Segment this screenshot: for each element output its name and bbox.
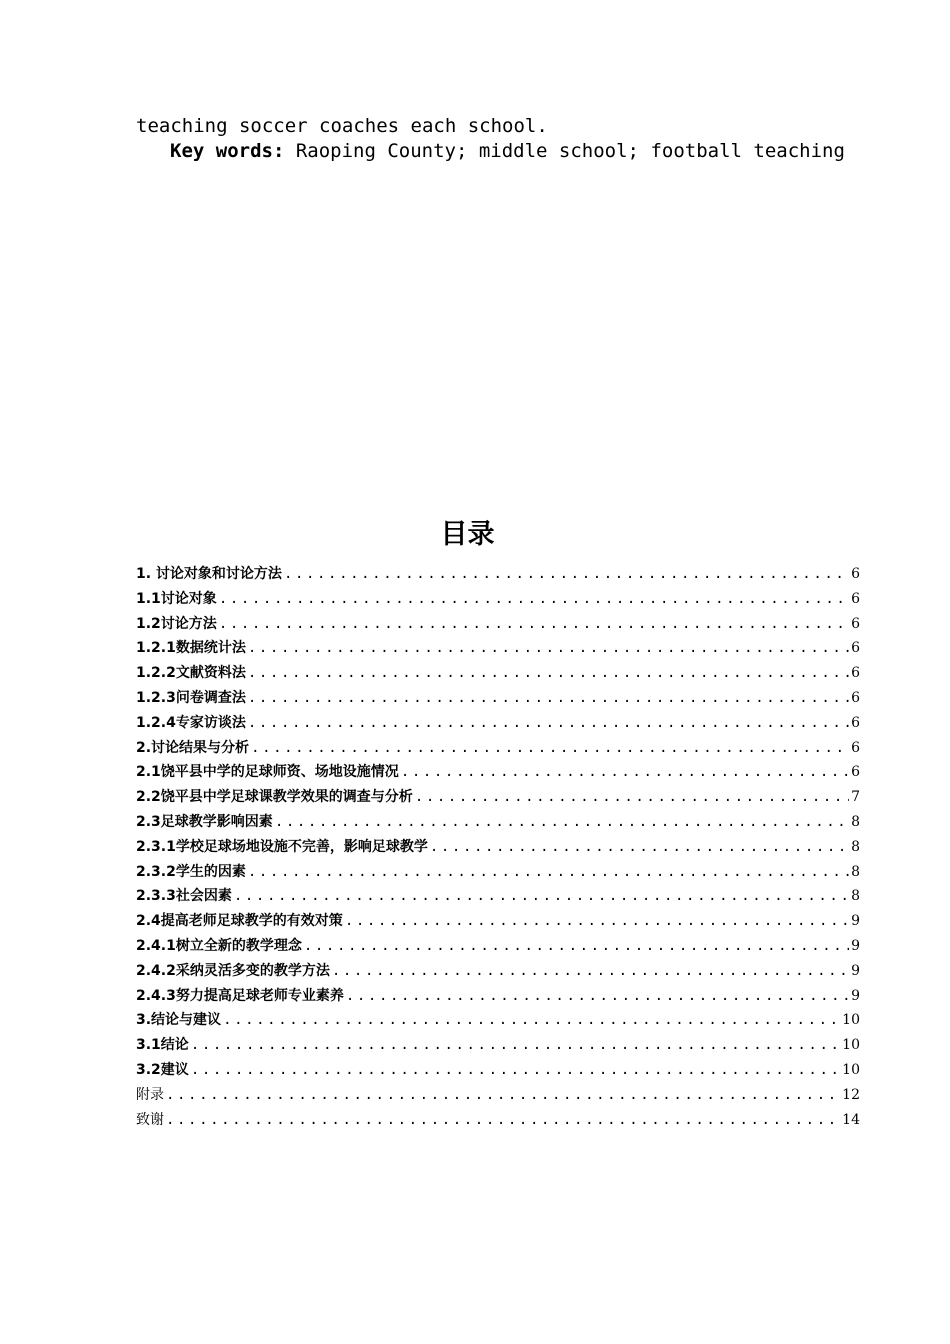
toc-entry[interactable]: [136, 636, 860, 661]
toc-dot-leader: [304, 934, 849, 959]
toc-dot-leader: [234, 884, 849, 909]
toc-entry-page: 6: [851, 739, 860, 756]
toc-dot-leader: [223, 1008, 840, 1033]
toc-entry-page: 6: [851, 590, 860, 607]
toc-entry-label: 1.2讨论方法: [136, 615, 217, 632]
toc-entry-label: 2.3.2学生的因素: [136, 863, 246, 880]
toc-entry-label: 1.2.3问卷调查法: [136, 689, 246, 706]
toc-entry-label: 2.1饶平县中学的足球师资、场地设施情况: [136, 764, 399, 781]
toc-entry-page: 9: [851, 937, 860, 954]
toc-entry-label: 1.1讨论对象: [136, 590, 217, 607]
toc-entry[interactable]: [136, 810, 860, 835]
toc-entry[interactable]: [136, 1108, 860, 1133]
toc-entry[interactable]: [136, 711, 860, 736]
toc-entry-label: 2.3足球教学影响因素: [136, 813, 273, 830]
toc-entry[interactable]: [136, 1033, 860, 1058]
toc-entry-page: 12: [842, 1086, 860, 1103]
toc-entry-page: 14: [842, 1111, 860, 1128]
toc-entry[interactable]: [136, 1008, 860, 1033]
toc-entry-page: 6: [851, 764, 860, 781]
toc-entry[interactable]: [136, 909, 860, 934]
toc-entry-label: 2.4提高老师足球教学的有效对策: [136, 913, 343, 930]
toc-dot-leader: [332, 959, 849, 984]
toc-dot-leader: [166, 1083, 840, 1108]
toc-entry-label: 1.2.1数据统计法: [136, 640, 246, 657]
toc-entry-label: 2.3.3社会因素: [136, 888, 232, 905]
toc-dot-leader: [284, 562, 849, 587]
toc-entry-label: 3.2建议: [136, 1061, 189, 1078]
toc-entry-label: 2.2饶平县中学足球课教学效果的调查与分析: [136, 789, 413, 806]
toc-dot-leader: [166, 1108, 840, 1133]
toc-dot-leader: [251, 736, 849, 761]
toc-entry-label: 2.3.1学校足球场地设施不完善，影响足球教学: [136, 838, 428, 855]
toc-entry-page: 8: [851, 813, 860, 830]
toc-entry-page: 6: [851, 566, 860, 582]
toc-entry-page: 8: [851, 838, 860, 855]
toc-dot-leader: [415, 785, 849, 810]
toc-dot-leader: [219, 612, 849, 637]
toc-entry[interactable]: [136, 785, 860, 810]
toc-entry-page: 6: [851, 640, 860, 657]
toc-title: 目录: [440, 519, 495, 550]
abstract-closing-line: teaching soccer coaches each school.: [136, 115, 548, 137]
toc-entry[interactable]: [136, 661, 860, 686]
toc-entry-label: 2.讨论结果与分析: [136, 739, 250, 756]
toc-entry[interactable]: [136, 736, 860, 761]
toc-entry[interactable]: [136, 587, 860, 612]
toc-entry-label: 3.结论与建议: [136, 1012, 222, 1029]
table-of-contents: [136, 562, 860, 1132]
toc-entry-label: 2.4.3努力提高足球老师专业素养: [136, 987, 344, 1004]
toc-entry-page: 9: [851, 987, 860, 1004]
keywords-line: [170, 139, 845, 164]
toc-entry-page: 10: [842, 1037, 860, 1054]
toc-entry[interactable]: [136, 612, 860, 637]
toc-entry-label: 1.2.4专家访谈法: [136, 714, 246, 731]
toc-entry[interactable]: [136, 884, 860, 909]
toc-entry-page: 7: [851, 789, 860, 806]
toc-dot-leader: [275, 810, 849, 835]
toc-entry[interactable]: [136, 934, 860, 959]
toc-dot-leader: [248, 636, 849, 661]
toc-entry-label: 3.1结论: [136, 1037, 189, 1054]
toc-entry-page: 8: [851, 863, 860, 880]
toc-entry-label: 2.4.2采纳灵活多变的教学方法: [136, 962, 330, 979]
toc-entry-page: 6: [851, 665, 860, 682]
toc-dot-leader: [219, 587, 849, 612]
toc-dot-leader: [248, 860, 849, 885]
toc-entry-label: 1. 讨论对象和讨论方法: [136, 566, 282, 582]
toc-entry-page: 10: [842, 1012, 860, 1029]
toc-entry-page: 8: [851, 888, 860, 905]
toc-dot-leader: [345, 909, 849, 934]
toc-entry-page: 10: [842, 1061, 860, 1078]
toc-entry[interactable]: [136, 835, 860, 860]
toc-entry-page: 6: [851, 615, 860, 632]
toc-entry[interactable]: [136, 1058, 860, 1083]
toc-dot-leader: [191, 1033, 840, 1058]
toc-dot-leader: [401, 760, 849, 785]
toc-entry[interactable]: [136, 1083, 860, 1108]
toc-entry-page: 9: [851, 962, 860, 979]
toc-entry-label: 2.4.1树立全新的教学理念: [136, 937, 302, 954]
toc-dot-leader: [430, 835, 849, 860]
toc-entry-label: 致谢: [136, 1111, 164, 1128]
toc-entry-label: 附录: [136, 1086, 164, 1103]
toc-entry[interactable]: [136, 984, 860, 1009]
toc-dot-leader: [248, 711, 849, 736]
keywords-label: Key words:: [170, 140, 285, 162]
toc-entry[interactable]: [136, 562, 860, 587]
toc-entry[interactable]: [136, 860, 860, 885]
toc-entry-page: 6: [851, 714, 860, 731]
toc-entry-label: 1.2.2文献资料法: [136, 665, 246, 682]
toc-dot-leader: [346, 984, 849, 1009]
toc-entry-page: 9: [851, 913, 860, 930]
toc-dot-leader: [248, 661, 849, 686]
toc-dot-leader: [248, 686, 849, 711]
toc-entry[interactable]: [136, 959, 860, 984]
toc-entry[interactable]: [136, 686, 860, 711]
toc-entry[interactable]: [136, 760, 860, 785]
toc-dot-leader: [191, 1058, 840, 1083]
toc-entry-page: 6: [851, 689, 860, 706]
keywords-text: Raoping County; middle school; football teaching: [284, 140, 845, 162]
